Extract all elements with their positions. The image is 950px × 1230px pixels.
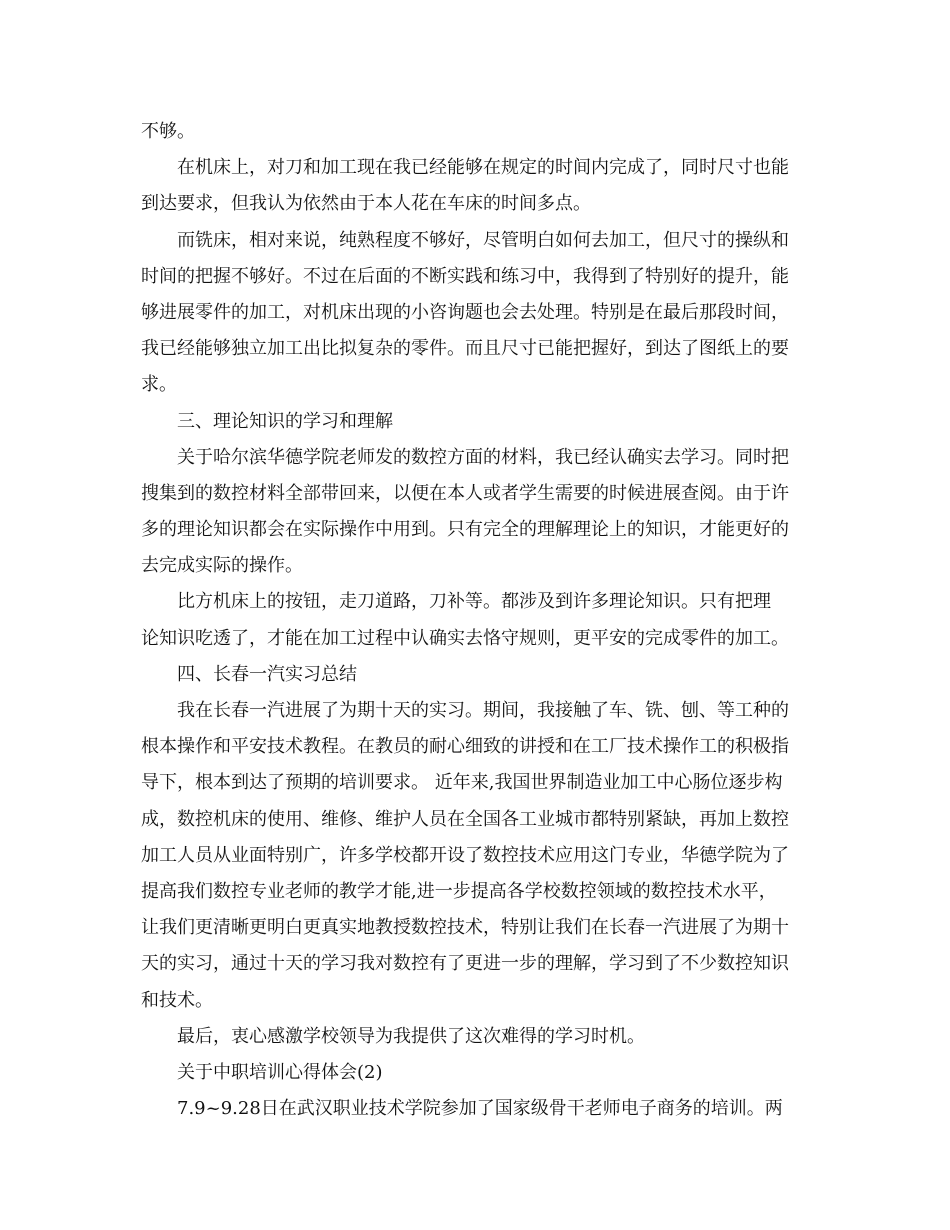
text-line: 够进展零件的加工，对机床出现的小咨询题也会去处理。特别是在最后那段时间，: [141, 301, 789, 323]
paragraph-start: 我在长春一汽进展了为期十天的实习。期间，我接触了车、铣、刨、等工种的: [177, 700, 789, 721]
text-line: 导下，根本到达了预期的培训要求。 近年来,我国世界制造业加工中心肠位逐步构: [141, 772, 783, 794]
section-heading: 三、理论知识的学习和理解: [177, 410, 393, 432]
article-title: 关于中职培训心得体会(2): [177, 1061, 383, 1083]
section-heading: 四、长春一汽实习总结: [177, 663, 357, 685]
paragraph-start: 最后，衷心感激学校领导为我提供了这次难得的学习时机。: [177, 1025, 645, 1047]
text-line: 论知识吃透了，才能在加工过程中认确实去恪守规则，更平安的完成零件的加工。: [141, 627, 789, 649]
text-line: 加工人员从业面特别广，许多学校都开设了数控技术应用这门专业，华德学院为了: [141, 844, 789, 866]
text-line: 求。: [141, 374, 177, 396]
document-body: [141, 114, 813, 1127]
paragraph-start: 7.9~9.28日在武汉职业技术学院参加了国家级骨干老师电子商务的培训。两: [177, 1098, 783, 1120]
paragraph-start: 比方机床上的按钮，走刀道路，刀补等。都涉及到许多理论知识。只有把理: [177, 591, 771, 613]
paragraph-start: 在机床上，对刀和加工现在我已经能够在规定的时间内完成了，同时尺寸也能: [177, 157, 789, 179]
text-line: 不够。: [141, 121, 195, 142]
text-line: 搜集到的数控材料全部带回来，以便在本人或者学生需要的时候进展查阅。由于许: [141, 482, 789, 504]
text-line: 根本操作和平安技术教程。在教员的耐心细致的讲授和在工厂技术操作工的积极指: [141, 736, 789, 758]
text-line: 天的实习，通过十天的学习我对数控有了更进一步的理解，学习到了不少数控知识: [141, 953, 789, 975]
text-line: 去完成实际的操作。: [141, 555, 303, 577]
text-line: 让我们更清晰更明白更真实地教授数控技术，特别让我们在长春一汽进展了为期十: [141, 917, 789, 939]
text-line: 时间的把握不够好。不过在后面的不断实践和练习中，我得到了特别好的提升，能: [141, 265, 789, 287]
paragraph-start: 而铣床，相对来说，纯熟程度不够好，尽管明白如何去加工，但尺寸的操纵和: [177, 229, 789, 251]
text-line: 成，数控机床的使用、维修、维护人员在全国各工业城市都特别紧缺，再加上数控: [141, 808, 789, 830]
text-line: 到达要求，但我认为依然由于本人花在车床的时间多点。: [141, 193, 591, 215]
text-line: 我已经能够独立加工出比拟复杂的零件。而且尺寸已能把握好，到达了图纸上的要: [141, 338, 789, 360]
paragraph-start: 关于哈尔滨华德学院老师发的数控方面的材料，我已经认确实去学习。同时把: [177, 446, 789, 468]
text-line: 和技术。: [141, 989, 213, 1011]
text-line: 多的理论知识都会在实际操作中用到。只有完全的理解理论上的知识，才能更好的: [141, 519, 789, 541]
text-line: 提高我们数控专业老师的教学才能,进一步提高各学校数控领域的数控技术水平，: [141, 880, 777, 902]
